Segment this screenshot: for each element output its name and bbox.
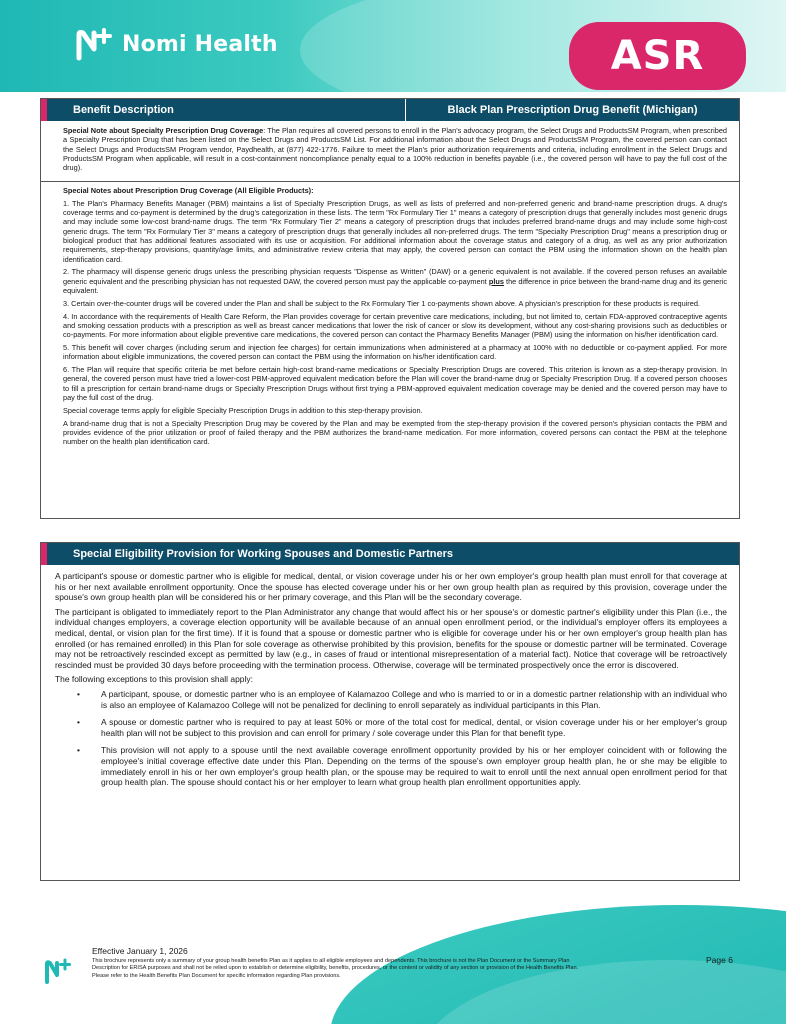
- eligibility-body: [41, 565, 739, 788]
- bullet-icon: •: [77, 717, 80, 728]
- note-4: 4. In accordance with the requirements of Health Care Reform, the Plan provides coverage for certain preventive care medications, including, but not limited to, certain FDA-approved contraceptive agents and smoking cessation products with a prescription as well as breast cancer medications that lower the risk of cancer or slow its development, without any cost-sharing provisions such as deductibles or co-payments. For more information about eligible preventive care medications, the covered person can contact the Pharmacy Benefits Manager (PBM) using the information on his/her identification card.: [63, 311, 727, 340]
- column-benefit-description: Benefit Description: [41, 99, 406, 121]
- exceptions-list: [55, 689, 727, 788]
- exception-2-text: A spouse or domestic partner who is required to pay at least 50% or more of the total cost for medical, dental, or vision coverage under his or her employer's group health plan will not be subject to this provision and can enroll for primary / sole coverage under this Plan for that benefit type.: [101, 717, 727, 738]
- eligibility-paragraph-2: The participant is obligated to immediately report to the Plan Administrator any change that would affect his or her spouse's or domestic partner's eligibility under this Plan (i.e., the individual changes employers, a coverage election opportunity will be available because of an annual open enrollment period, or the individual's employer offers its employees a medical, dental, or vision plan for the first time). If it is found that a spouse or domestic partner who is eligible for coverage under his or her own employer's group health plan has enrolled (or has remained enrolled) in this Plan for sole coverage as otherwise prohibited by this provision, benefits for the spouse or domestic partner will be terminated. Coverage may not be retroactively rescinded except as permitted by law (e.g., in cases of fraud or intentional misrepresentation of a material fact). Notice that coverage will be retroactively rescinded must be provided 30 days before proceeding with the termination process. Otherwise, coverage will be terminated prospectively once the error is discovered.: [55, 606, 727, 670]
- page-number: Page 6: [706, 955, 733, 965]
- eligibility-section: [40, 542, 740, 881]
- note-2: [63, 267, 727, 295]
- bullet-icon: •: [77, 688, 80, 699]
- asr-badge-label: ASR: [610, 33, 705, 79]
- nomi-logo-icon: [76, 27, 114, 61]
- effective-date: Effective January 1, 2026: [92, 946, 188, 956]
- specialty-drug-title: Special Note about Specialty Prescription Drug Coverage: [63, 126, 264, 135]
- note-2-part-a: 2. The pharmacy will dispense generic drugs unless the prescribing physician requests "Dispense as Written" (DAW) or a generic equivalent is not available. If the covered person refuses an available generic equivalent and the prescribing physician has not requested DAW, the covered person must pay the applicable co-payment: [63, 267, 727, 286]
- eligibility-paragraph-3: The following exceptions to this provision shall apply:: [55, 674, 253, 685]
- note-2-plus: plus: [488, 276, 504, 286]
- notes-title-text: Special Notes about Prescription Drug Coverage (All Eligible Products):: [63, 186, 314, 195]
- specialty-drug-paragraph: [63, 126, 727, 172]
- note-3: 3. Certain over-the-counter drugs will be covered under the Plan and shall be subject to the Rx Formulary Tier 1 co-payments shown above. A physician's prescription for these products is required.: [63, 298, 700, 308]
- table-header: [41, 99, 739, 121]
- note-2-part-b: the difference in price between the brand-name drug and its generic equivalent.: [63, 276, 727, 295]
- prescription-benefit-table: [40, 98, 740, 519]
- column-black-plan: Black Plan Prescription Drug Benefit (Michigan): [447, 104, 698, 116]
- asr-badge: [569, 22, 746, 90]
- note-6: 6. The Plan will require that specific criteria be met before certain high-cost brand-name medications or Specialty Prescription Drugs are covered. This criterion is known as a step-therapy provision. In general, the covered person must have tried a lower-cost PBM-approved equivalent medication before the Plan will cover the brand-name drug or Specialty Prescription Drug. If a covered person chooses to fill a prescription for certain brand-name drugs or Specialty Prescription Drugs without first trying a PBM-approved equivalent medication coverage may be denied and the covered person may have to pay the full cost of the drug.: [63, 365, 727, 402]
- list-item: [55, 717, 727, 738]
- note-1: 1. The Plan's Pharmacy Benefits Manager (PBM) maintains a list of Specialty Prescription Drugs, as well as lists of preferred and non-preferred generic and brand-name prescription drugs. A drug's coverage terms and co-payment is determined by the drug's categorization in these lists. The term "Rx Formulary Tier 1" means a category of prescription drugs that generally includes most generic drugs and may include some low-cost brand-name drugs. The term "Rx Formulary Tier 2" means a category of prescription drugs that includes preferred brand-name drugs and may include some high-cost generic drugs. The term "Rx Formulary Tier 3" means a category of prescription drugs that generally includes all non-preferred drugs. The term "Specialty Prescription Drug" means a prescription drug or biological product that has additional features associated with its use or acquisition. For additional information about the coverage status and category of a drug, as well as any prior authorization requirements, step-therapy provisions, quantity/age limits, and administrative review criteria that may apply, the covered person can contact the PBM using the information shown on the health plan identification card.: [63, 198, 727, 264]
- eligibility-paragraph-1: A participant's spouse or domestic partner who is eligible for medical, dental, or vision coverage under his or her own employer's group health plan must enroll for that coverage at his or her next available enrollment opportunity. Once the spouse has elected coverage under his or her own group health plan as required by this provision, coverage under the spouse's own group health plan will be considered his or her primary coverage, and this Plan will be the secondary coverage.: [55, 571, 727, 603]
- specialty-drug-body: : The Plan requires all covered persons to enroll in the Plan's advocacy program, the Select Drugs and ProductsSM Program, when prescribed a Specialty Prescription Drug that has been listed on the Select Drugs and ProductsSM List. For additional information about the Select Drugs and ProductsSM Program, the covered person can contact the Select Drugs and ProductsSM Program vendor, Paydhealth, at (877) 422-1776. Failure to meet the Plan's prior authorization requirements and criteria, including enrollment in the Select Drugs and ProductsSM Program when applicable, will result in a cost-containment noncompliance penalty equal to a 100% reduction in benefits payable (i.e., the covered person will have to pay the full cost of the drug).: [63, 126, 728, 173]
- list-item: [55, 689, 727, 710]
- exception-3-text: This provision will not apply to a spouse until the next available coverage enrollment opportunity provided by his or her employer coincident with or following the employee's initial coverage effective date under this Plan. Depending on the terms of the spouse's own employer group health plan, he or she may be eligible to immediately enroll in his or her own employer's group health plan, or the spouse may be required to wait to enroll until the next annual open enrollment period for that group health plan. The spouse should contact his or her employer to learn what group health plan enrollment opportunities apply.: [101, 745, 727, 788]
- brand-name: Nomi Health: [122, 31, 278, 57]
- nomi-footer-logo-icon: [44, 957, 72, 985]
- eligibility-title: Special Eligibility Provision for Working Spouses and Domestic Partners: [41, 543, 739, 565]
- footer-text: [92, 946, 592, 980]
- footer-disclaimer: This brochure represents only a summary of your group health benefits Plan as it applies to all eligible employees and dependents. This brochure is not the Plan Document or the Summary Plan Description for ERISA purposes and shall not be relied upon to establish or determine eligibility, benefits, procedures, or the content or validity of any section or provision of the Health Benefits Plan. Please refer to the Health Benefits Plan Document for specific information regarding Plan provisions.: [92, 958, 579, 979]
- exception-1-text: A participant, spouse, or domestic partner who is an employee of Kalamazoo College and who is married to or in a domestic partner relationship with an individual who is also an employee of Kalamazoo College will not be penalized for declining to enroll separately as individual participants in this Plan.: [101, 688, 727, 710]
- prescription-notes: [41, 182, 739, 446]
- list-item: [55, 745, 727, 787]
- note-6-extra: Special coverage terms apply for eligible Specialty Prescription Drugs in addition to this step-therapy provision.: [63, 405, 423, 415]
- brand-logo: [76, 27, 278, 61]
- note-7: A brand-name drug that is not a Specialty Prescription Drug may be covered by the Plan and may be exempted from the step-therapy provision if the covered person's physician contacts the PBM and provides evidence of the prior utilization or proof of failed therapy and the PBM authorizes the brand-name medication. For more information, covered persons can contact the PBM at the telephone number on the health plan identification card.: [63, 418, 727, 447]
- note-5: 5. This benefit will cover charges (including serum and injection fee charges) for certain immunizations when administered at a pharmacy at 100% with no deductible or co-payment applied. For more information about eligible immunizations, the covered person can contact the PBM using the information on his/her identification card.: [63, 342, 727, 362]
- bullet-icon: •: [77, 745, 80, 756]
- notes-title: [63, 186, 727, 195]
- specialty-drug-note: [41, 121, 739, 182]
